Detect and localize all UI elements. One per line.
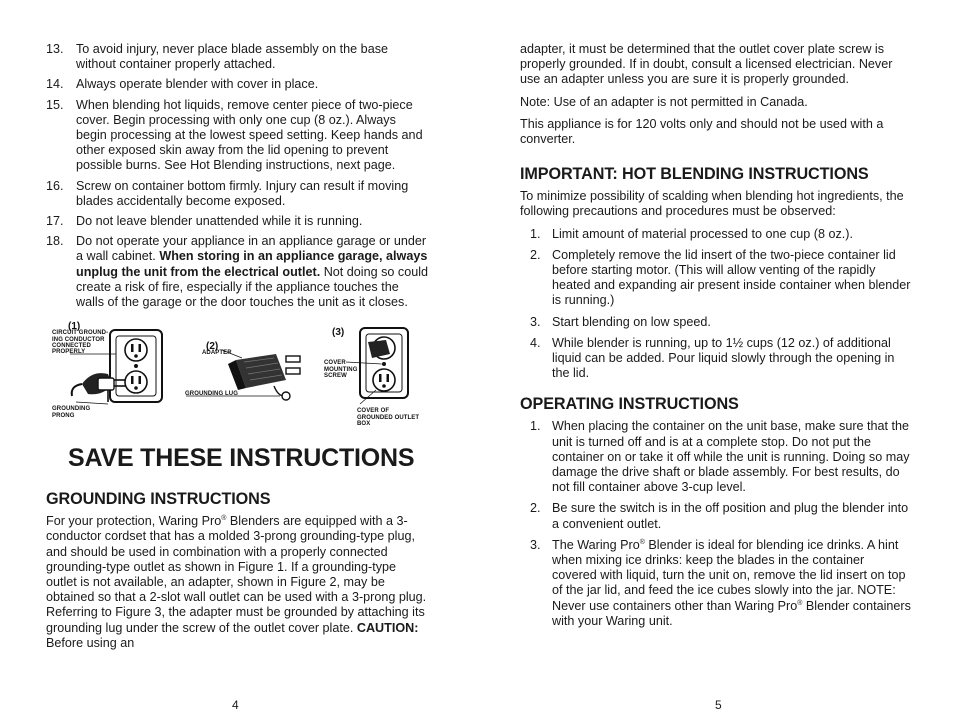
list-item: 13. To avoid injury, never place blade assembly on the base without container properly attached. <box>46 42 388 72</box>
list-item: 3. The Waring Pro® Blender is ideal for blending ice drinks. A hint when mixing ice drinks: keep the blades in the container covered with liquid, turn the unit on, remove the lid insert on top of the jar lid, and feed the ice cubes slowly into the jar. NOTE: Never use containers other than Waring Pro® Blender containers with your Waring unit. <box>530 537 911 628</box>
list-item: 16. Screw on container bottom firmly. Injury can result if moving blades accidentally become exposed. <box>46 178 409 208</box>
figure1-number: (1) <box>68 321 81 333</box>
adapter-continuation: adapter, it must be determined that the outlet cover plate screw is properly grounded. If in doubt, consult a licensed electrician. Never use an adapter unless you are sure it is properly grounded. <box>520 42 893 87</box>
list-item: 2. Be sure the switch is in the off position and plug the blender into a convenient outlet. <box>530 501 909 531</box>
figure3-box-label: COVER OF GROUNDED OUTLET BOX <box>357 408 420 428</box>
figure1-conductor-label: CIRCUIT GROUND-ING CONDUCTOR CONNECTED PROPERLY <box>52 330 109 356</box>
save-instructions-title: SAVE THESE INSTRUCTIONS <box>68 444 415 473</box>
list-item: 15. When blending hot liquids, remove center piece of two-piece cover. Begin processing with only one cup (8 oz.). Always begin processing at the lowest speed setting. Keep hands and other exposed skin away from the lid opening to prevent possible burns. See Hot Blending instructions, next page. <box>46 97 423 173</box>
volts-note: This appliance is for 120 volts only and should not be used with a converter. <box>520 116 884 147</box>
safety-list <box>46 0 430 310</box>
list-item: 2. Completely remove the lid insert of the two-piece container lid before starting motor. (This will allow venting of the rapidly heated and expanding air present inside container when blender is running.) <box>530 247 911 308</box>
right-column <box>520 0 912 635</box>
operating-list <box>520 419 912 629</box>
list-item: 1. Limit amount of material processed to one cup (8 oz.). <box>530 226 853 241</box>
hot-blending-list <box>520 227 912 382</box>
list-item: 17. Do not leave blender unattended while it is running. <box>46 214 363 229</box>
figure2-lug-label: GROUNDING LUG <box>185 391 238 398</box>
figure2-number: (2) <box>206 341 219 353</box>
grounding-heading: GROUNDING INSTRUCTIONS <box>46 490 271 509</box>
left-column <box>46 0 430 658</box>
list-item: 1. When placing the container on the unit base, make sure that the unit is turned off and is at a complete stop. Do not put the container on or take it off while the unit is running. Doing so may damage the drive shaft or blade assembly. For best results, do not fill container above 3-cup level. <box>530 419 910 495</box>
list-item: 14. Always operate blender with cover in place. <box>46 77 319 92</box>
hot-blending-heading: IMPORTANT: HOT BLENDING INSTRUCTIONS <box>520 165 869 184</box>
figure3-screw-label: COVER MOUNTING SCREW <box>324 360 358 380</box>
canada-note: Note: Use of an adapter is not permitted in Canada. <box>520 94 808 109</box>
list-item: 4. While blender is running, up to 1½ cups (12 oz.) of additional liquid can be added. Pour liquid slowly through the opening in the lid. <box>530 335 895 381</box>
grounding-paragraph: For your protection, Waring Pro® Blenders are equipped with a 3-conductor cordset that has a molded 3-prong grounding-type plug, and should be used in combination with a properly connected grounding-type outlet as shown in Figure 1. If a grounding-type outlet is not available, an adapter, shown in Figure 2, may be obtained so that a 2-slot wall outlet can be used with a 3-prong plug. Referring to Figure 3, the adapter must be grounded by attaching its grounding lug under the screw of the outlet cover plate. CAUTION: Before using an <box>46 514 427 650</box>
figure3-number: (3) <box>332 327 345 339</box>
page-number-left: 4 <box>232 698 239 712</box>
page-number-right: 5 <box>715 698 722 712</box>
operating-heading: OPERATING INSTRUCTIONS <box>520 395 739 414</box>
figure1-outlet <box>110 330 162 402</box>
grounding-figure <box>46 320 430 432</box>
hot-blending-intro: To minimize possibility of scalding when blending hot ingredients, the following precautions and procedures must be observed: <box>520 189 904 219</box>
list-item: 18. Do not operate your appliance in an appliance garage or under a wall cabinet. When storing in an appliance garage, always unplug the unit from the electrical outlet. Not doing so could create a risk of fire, especially if the appliance touches the walls of the garage or the door touches the unit as it closes. <box>46 234 429 310</box>
list-item: 3. Start blending on low speed. <box>530 314 711 329</box>
figure2-adapter-label: ADAPTER <box>202 350 232 357</box>
figure1-prong-label: GROUNDING PRONG <box>52 406 91 419</box>
